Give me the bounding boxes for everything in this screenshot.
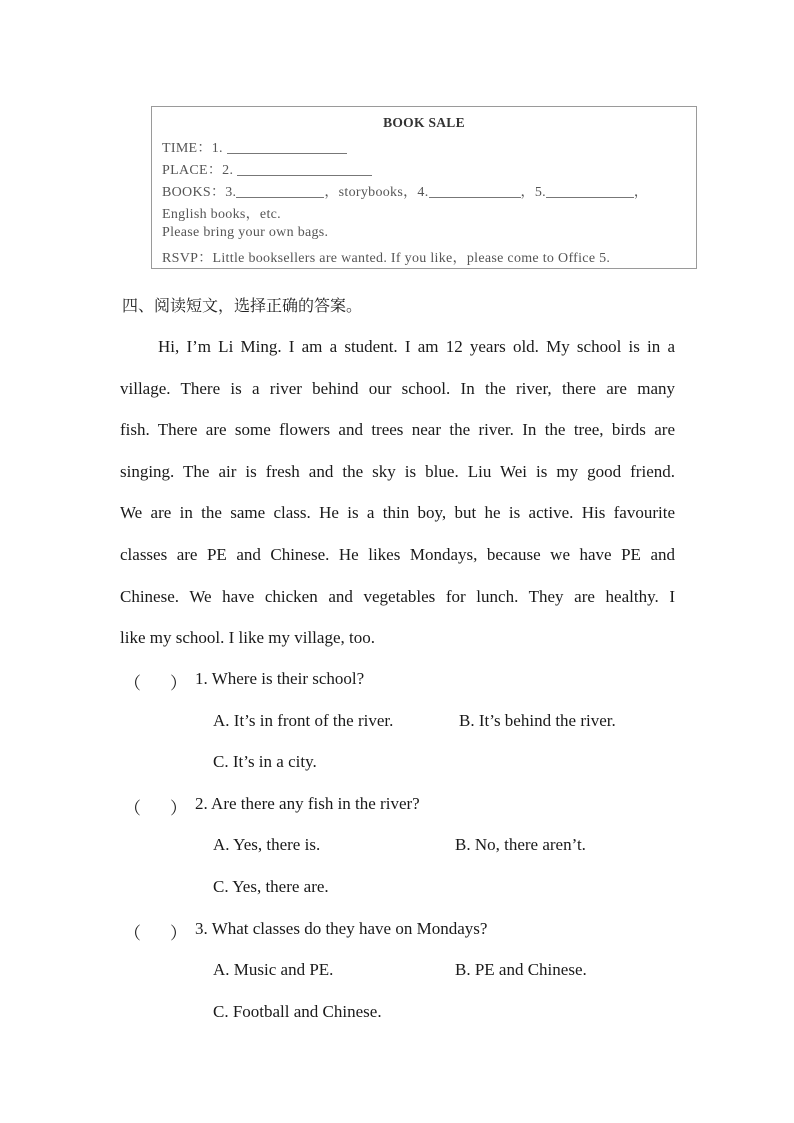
passage-line: Hi, I’m Li Ming. I am a student. I am 12 years old. My school is in a xyxy=(158,337,675,356)
question-2: 2. Are there any fish in the river? xyxy=(195,794,420,813)
question-3-option-c: C. Football and Chinese. xyxy=(213,1002,382,1021)
question-1-option-b: B. It’s behind the river. xyxy=(459,711,616,730)
passage-line: fish. There are some flowers and trees near the river. In the tree, birds are xyxy=(120,420,675,440)
question-3: 3. What classes do they have on Mondays? xyxy=(195,919,488,938)
answer-paren-close: ） xyxy=(170,799,187,818)
answer-paren-close: ） xyxy=(170,924,187,943)
question-2-option-b: B. No, there aren’t. xyxy=(455,835,586,854)
books-blank-4 xyxy=(429,196,521,198)
answer-paren-open: （ xyxy=(124,799,141,818)
passage-line: singing. The air is fresh and the sky is blue. Liu Wei is my good friend. xyxy=(120,461,675,481)
books-mid2: ，5. xyxy=(520,185,546,200)
books-line xyxy=(162,181,648,201)
bags-line: Please bring your own bags. xyxy=(162,225,329,240)
place-blank xyxy=(237,174,372,176)
question-1-option-a: A. It’s in front of the river. xyxy=(213,711,394,730)
books-continued: English books，etc. xyxy=(162,207,281,222)
books-mid1: ，storybooks，4. xyxy=(324,185,429,200)
answer-paren-close: ） xyxy=(170,674,187,693)
passage-line: like my school. I like my village, too. xyxy=(120,628,375,648)
question-3-option-b: B. PE and Chinese. xyxy=(455,960,587,979)
question-2-option-a: A. Yes, there is. xyxy=(213,835,321,854)
place-label: PLACE：2. xyxy=(162,163,234,178)
passage-line: village. There is a river behind our school. In the river, there are many xyxy=(120,378,675,398)
rsvp-line: RSVP：Little booksellers are wanted. If you like，please come to Office 5. xyxy=(162,251,611,266)
passage-line: We are in the same class. He is a thin boy, but he is active. His favourite xyxy=(120,503,675,523)
time-label: TIME：1. xyxy=(162,141,223,156)
books-blank-3 xyxy=(236,196,324,198)
passage-line: Chinese. We have chicken and vegetables for lunch. They are healthy. I xyxy=(120,586,675,606)
time-blank xyxy=(227,152,347,154)
answer-paren-open: （ xyxy=(124,924,141,943)
place-line xyxy=(162,159,372,179)
passage xyxy=(120,326,675,659)
time-line xyxy=(162,137,347,157)
books-blank-5 xyxy=(546,196,634,198)
passage-line: classes are PE and Chinese. He likes Mondays, because we have PE and xyxy=(120,544,675,564)
section-title: 四、阅读短文，选择正确的答案。 xyxy=(122,296,363,315)
book-sale-notice xyxy=(151,106,697,269)
question-1: 1. Where is their school? xyxy=(195,669,365,688)
books-label: BOOKS：3. xyxy=(162,185,237,200)
question-3-option-a: A. Music and PE. xyxy=(213,960,334,979)
notice-title: BOOK SALE xyxy=(383,115,465,130)
answer-paren-open: （ xyxy=(124,674,141,693)
question-1-option-c: C. It’s in a city. xyxy=(213,752,317,771)
books-end: ， xyxy=(633,185,649,200)
question-2-option-c: C. Yes, there are. xyxy=(213,877,329,896)
